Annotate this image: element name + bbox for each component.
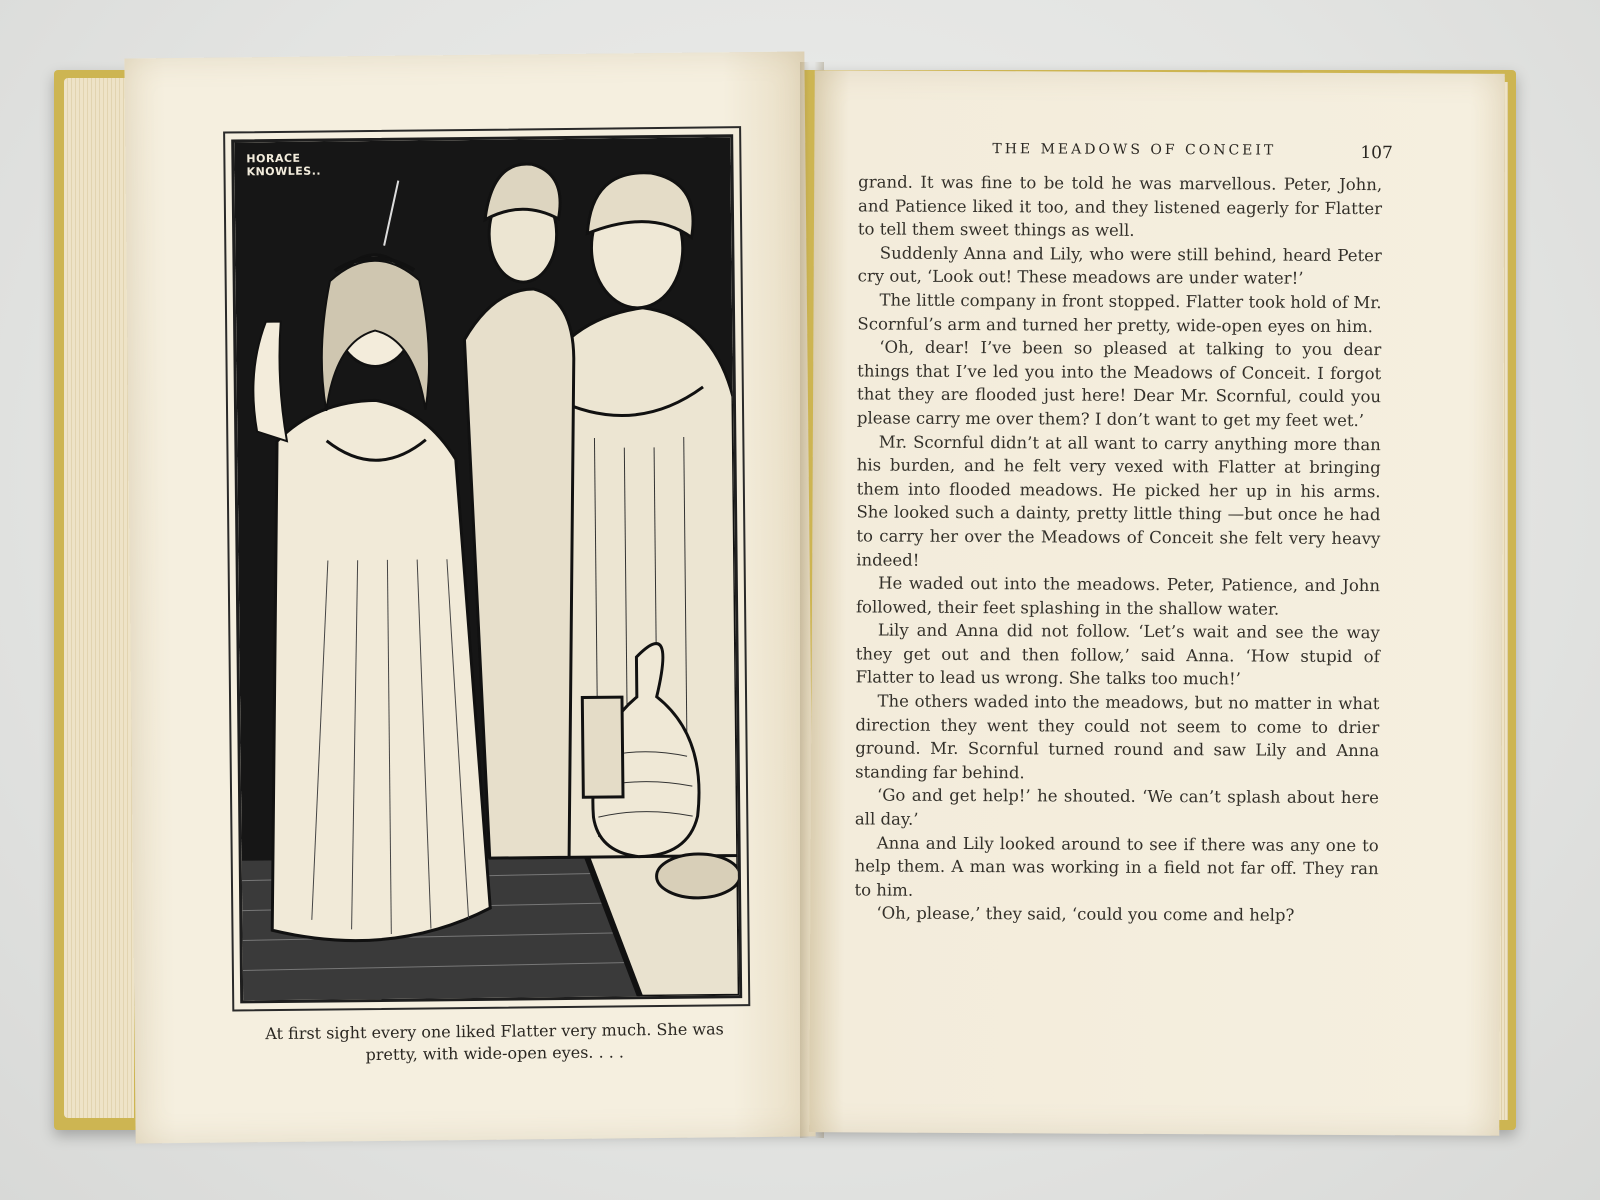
paragraph: grand. It was fine to be told he was marvellous. Peter, John, and Patience liked it too, and they listened eagerly for Flatter to tell them sweet things as well. — [857, 172, 1383, 241]
illustration-frame — [223, 126, 750, 1011]
page-number: 107 — [1360, 143, 1393, 164]
right-page — [809, 70, 1505, 1136]
illustration-drawing — [234, 137, 739, 1000]
paragraph: ‘Oh, please,’ they said, ‘could you come and help? — [876, 903, 1295, 926]
paragraph: The little company in front stopped. Flatter took hold of Mr. Scornful’s arm and turned her pretty, wide-open eyes on him. — [857, 290, 1382, 336]
illustration-three-figures-icon — [231, 134, 742, 1003]
left-page — [124, 51, 815, 1143]
paragraph: Suddenly Anna and Lily, who were still behind, heard Peter cry out, ‘Look out! These meadows are under water!’ — [857, 243, 1382, 289]
running-head: THE MEADOWS OF CONCEIT — [992, 141, 1277, 159]
paragraph: He waded out into the meadows. Peter, Patience, and John followed, their feet splashing in the shallow water. — [855, 573, 1381, 619]
paragraph: The others waded into the meadows, but no matter in what direction they went they could not seem to come to drier ground. Mr. Scornful turned round and saw Lily and Anna standing far behind. — [855, 691, 1380, 783]
paragraph: ‘Go and get help!’ he shouted. ‘We can’t splash about here all day.’ — [854, 785, 1380, 829]
paragraph: ‘Oh, dear! I’ve been so pleased at talking to you dear things that I’ve led you into the Meadows of Conceit. I forgot that they are flooded just here! Dear Mr. Scornful, could you please carry me over them? I don’t want to get my feet wet.’ — [856, 337, 1382, 431]
illustrator-signature: HORACE KNOWLES.. — [246, 151, 322, 179]
left-page-edges — [64, 78, 134, 1118]
body-text — [854, 170, 1382, 928]
paragraph: Lily and Anna did not follow. ‘Let’s wait and see the way they get out and then follow,’ said Anna. ‘How stupid of Flatter to lead us wrong. She talks too much!’ — [855, 620, 1380, 689]
paragraph: Mr. Scornful didn’t at all want to carry anything more than his burden, and he felt very vexed with Flatter at bringing them into flooded meadows. He picked her up in his arms. She looked such a dainty, pretty little thing —but once he had to carry her over the Meadows of Conceit she felt very heavy indeed! — [856, 432, 1381, 570]
paragraph: Anna and Lily looked around to see if there was any one to help them. A man was working in a field not far off. They ran to him. — [854, 833, 1379, 900]
illustration-caption: At first sight every one liked Flatter very much. She was pretty, with wide-open eyes. . . . — [265, 1019, 724, 1065]
